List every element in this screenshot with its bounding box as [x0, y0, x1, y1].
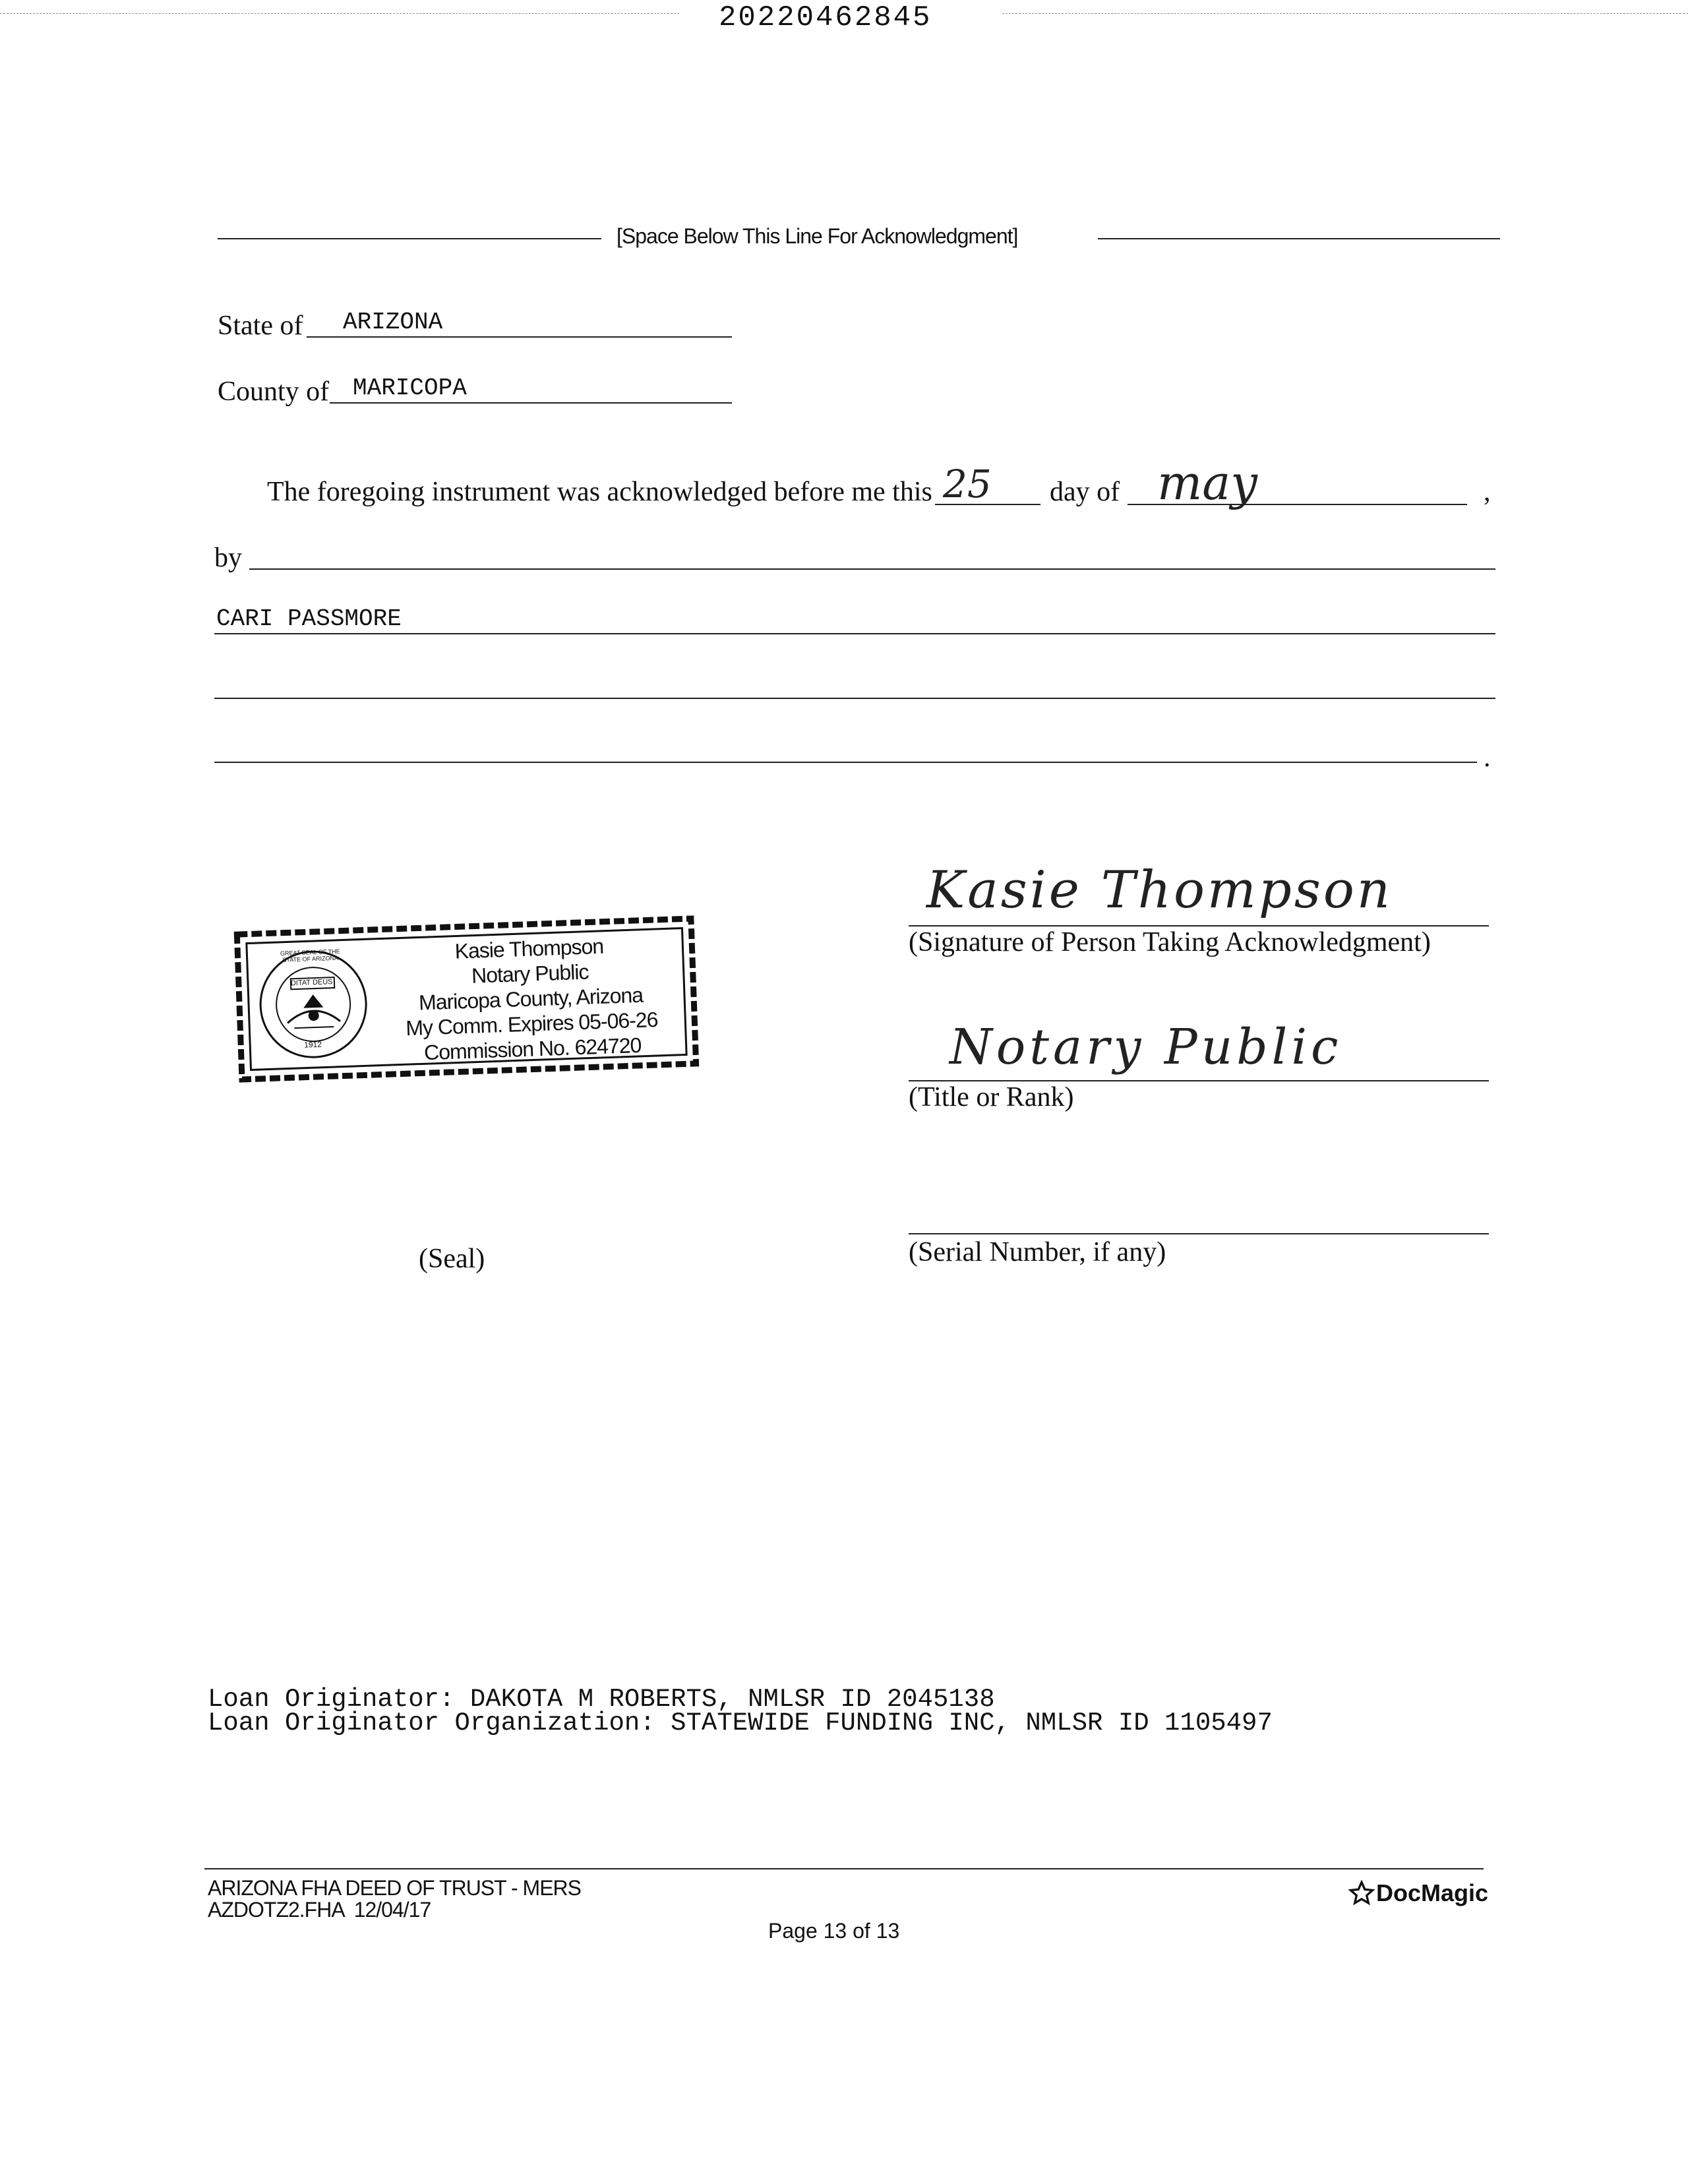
blank-line-1 — [214, 698, 1495, 699]
header-rule-left — [0, 13, 679, 14]
stamp-county: Maricopa County, Arizona — [418, 983, 644, 1015]
stamp-notary-title: Notary Public — [471, 959, 589, 988]
comma: , — [1484, 477, 1491, 507]
state-label: State of — [218, 311, 303, 341]
seal-caption: (Seal) — [419, 1244, 485, 1274]
acknowledgment-sentence: The foregoing instrument was acknowledged before me this — [267, 477, 932, 507]
footer-form-code: AZDOTZ2.FHA 12/04/17 — [208, 1898, 431, 1922]
county-line — [330, 402, 732, 404]
stamp-expires: My Comm. Expires 05-06-26 — [405, 1007, 658, 1041]
signer-name: CARI PASSMORE — [216, 605, 402, 632]
handwritten-title: Notary Public — [950, 1019, 1342, 1076]
stamp-text-block — [380, 931, 681, 1067]
by-line — [249, 568, 1495, 570]
docmagic-brand: DocMagic — [1376, 1879, 1489, 1906]
day-of-label: day of — [1050, 477, 1120, 507]
docmagic-logo — [1348, 1879, 1488, 1907]
divider-line-left — [218, 238, 601, 239]
loan-originator-line: Loan Originator: DAKOTA M ROBERTS, NMLSR ID 2045138 — [208, 1685, 995, 1714]
footer-page-number: Page 13 of 13 — [768, 1919, 900, 1943]
seal-year: 1912 — [304, 1039, 322, 1050]
handwritten-signature: Kasie Thompson — [926, 861, 1393, 920]
document-number: 20220462845 — [719, 1, 932, 34]
stamp-notary-name: Kasie Thompson — [454, 934, 604, 963]
notary-stamp — [231, 912, 702, 1086]
title-caption: (Title or Rank) — [909, 1082, 1074, 1112]
serial-caption: (Serial Number, if any) — [909, 1237, 1166, 1267]
stamp-commission: Commission No. 624720 — [423, 1033, 642, 1065]
month-value: may — [1157, 455, 1257, 510]
loan-organization-line: Loan Originator Organization: STATEWIDE FUNDING INC, NMLSR ID 1105497 — [208, 1709, 1273, 1738]
divider-line-right — [1098, 238, 1500, 239]
day-value: 25 — [943, 462, 992, 506]
acknowledgment-divider-label: [Space Below This Line For Acknowledgment] — [617, 224, 1018, 248]
state-line — [307, 336, 732, 338]
period: . — [1484, 743, 1491, 773]
name-line — [214, 633, 1495, 634]
county-label: County of — [218, 377, 330, 407]
by-label: by — [214, 543, 242, 573]
signature-caption: (Signature of Person Taking Acknowledgment) — [909, 927, 1431, 957]
star-outline-icon — [1348, 1880, 1375, 1906]
footer-rule — [204, 1868, 1484, 1869]
header-rule-right — [1002, 13, 1688, 14]
serial-line — [909, 1233, 1489, 1234]
footer-form-title: ARIZONA FHA DEED OF TRUST - MERS — [208, 1876, 581, 1900]
blank-line-2 — [214, 762, 1477, 763]
county-value: MARICOPA — [353, 375, 467, 402]
seal-motto: DITAT DEUS — [290, 978, 333, 988]
state-value: ARIZONA — [343, 309, 443, 336]
seal-ring-text: GREAT SEAL OF THE STATE OF ARIZONA — [280, 948, 340, 963]
